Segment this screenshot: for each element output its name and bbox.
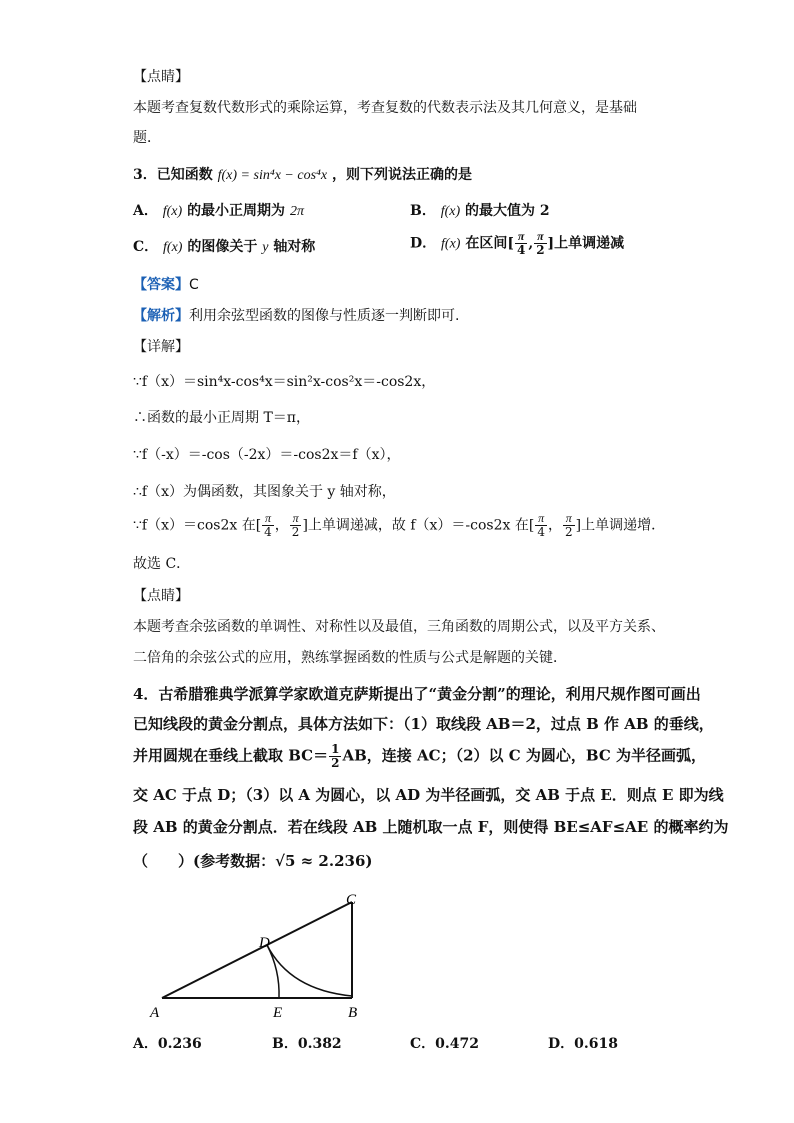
label-c: C [346, 892, 357, 908]
option-label: A． [133, 203, 158, 219]
q4-line-6: （ ）(参考数据：√5 ≈ 2.236) [133, 852, 373, 870]
comment-text-2b: 二倍角的余弦公式的应用，熟练掌握函数的性质与公式是解题的关键． [133, 650, 567, 666]
comment-text-2a: 本题考查余弦函数的单调性、对称性以及最值，三角函数的周期公式，以及平方关系、 [133, 619, 665, 635]
q3-option-a [133, 200, 304, 223]
option-math: f(x) [163, 240, 183, 255]
analysis-tag: 【解析】 [133, 308, 189, 324]
option-text: 的最小正周期为 [187, 203, 286, 219]
detail-line-4: ∴f（x）为偶函数，其图象关于 y 轴对称， [133, 484, 396, 500]
fraction: $\frac{1}{2}$ [331, 742, 340, 770]
golden-section-figure [140, 880, 380, 1025]
detail-line-5: ∵f（x）＝cos2x 在[ $\frac{\pi}{4}$ ， $\frac{\pi}{2}$ ]上单调递减，故 f（x）＝-cos2x 在[ $\frac{\pi}{4}$ ， $\frac{\pi}{2}$ ]上单调递增． [133, 511, 666, 539]
answer-value: C [189, 277, 199, 293]
option-math: f(x) [441, 236, 461, 252]
analysis-line [133, 305, 459, 327]
option-math: f(x) [162, 204, 183, 219]
answer-line [133, 274, 199, 296]
option-label: C． [133, 239, 159, 255]
fraction: $\frac{\pi}{4}$ [264, 511, 272, 539]
detail-line-6: 故选 C． [133, 556, 191, 572]
label-e: E [273, 1005, 283, 1021]
analysis-text: 利用余弦型函数的图像与性质逐一判断即可. [189, 308, 460, 324]
arc-de [267, 945, 279, 998]
option-tail: ]上单调递减 [547, 235, 625, 252]
option-tail: 2π [289, 204, 304, 219]
label-d: D [259, 935, 270, 951]
answer-tag: 【答案】 [133, 277, 189, 293]
detail-line-1: ∵f（x）＝sin⁴x-cos⁴x＝sin²x-cos²x＝-cos2x， [133, 374, 436, 390]
comment-heading-2: 【点睛】 [133, 588, 189, 604]
label-a: A [150, 1005, 160, 1021]
detail-line-3: ∵f（-x）＝-cos（-2x）＝-cos2x＝f（x）， [133, 447, 401, 463]
q4-line-1: 4．古希腊雅典学派算学家欧道克萨斯提出了“黄金分割”的理论，利用尺规作图可画出 [133, 685, 701, 703]
label-b: B [348, 1005, 358, 1021]
fraction: $\frac{\pi}{4}$ [516, 229, 526, 257]
q4-option-b: B．0.382 [272, 1036, 342, 1052]
q3-option-d: D． f(x) 在区间[ $\frac{\pi}{4}$ , $\frac{\pi}{2}$ ]上单调递减 [410, 229, 625, 257]
comment-text-1b: 题． [133, 130, 161, 146]
segment-ac [162, 902, 352, 998]
q3-stem-formula: f(x) = sin⁴x − cos⁴x [217, 168, 328, 183]
q4-option-a: A．0.236 [133, 1036, 202, 1052]
q3-stem-suffix: ，则下列说法正确的是 [331, 167, 472, 183]
comment-text-1a: 本题考查复数代数形式的乘除运算，考查复数的代数表示法及其几何意义，是基础 [133, 100, 637, 116]
option-text: 的最大值为 2 [465, 203, 550, 219]
detail-heading: 【详解】 [133, 339, 189, 355]
q3-option-b [410, 200, 550, 223]
option-tail-2: 轴对称 [273, 239, 316, 255]
detail-line-2: ∴函数的最小正周期 T＝π， [133, 410, 310, 426]
q4-option-c: C．0.472 [410, 1036, 479, 1052]
option-label: D． [410, 235, 437, 252]
comment-heading-1: 【点睛】 [133, 69, 189, 85]
option-tail: y [262, 240, 269, 255]
fraction: $\frac{\pi}{2}$ [536, 229, 545, 257]
fraction: $\frac{\pi}{4}$ [537, 511, 545, 539]
option-text: 的图像关于 [187, 239, 258, 255]
arc-cd [267, 945, 352, 996]
option-label: B． [410, 203, 436, 219]
fraction: $\frac{\pi}{2}$ [291, 511, 300, 539]
q4-option-d: D．0.618 [548, 1036, 618, 1052]
q4-line-5: 段 AB 的黄金分割点．若在线段 AB 上随机取一点 F，则使得 BE≤AF≤AE 的概率约为 [133, 818, 729, 836]
option-text: 在区间[ [465, 235, 514, 252]
q3-stem-prefix: 3．已知函数 [133, 167, 213, 183]
q4-line-2: 已知线段的黄金分割点，具体方法如下：（1）取线段 AB＝2，过点 B 作 AB 的垂线， [133, 715, 714, 733]
q4-line-4: 交 AC 于点 D；（3）以 A 为圆心，以 AD 为半径画弧，交 AB 于点 E．则点 E 即为线 [133, 786, 724, 804]
option-math: f(x) [440, 204, 461, 219]
fraction: $\frac{\pi}{2}$ [564, 511, 573, 539]
q3-option-c [133, 236, 315, 259]
question-3-stem [133, 164, 472, 187]
q4-line-3: 并用圆规在垂线上截取 BC＝ $\frac{1}{2}$ AB，连接 AC；（2）以 C 为圆心，BC 为半径画弧， [133, 742, 707, 770]
